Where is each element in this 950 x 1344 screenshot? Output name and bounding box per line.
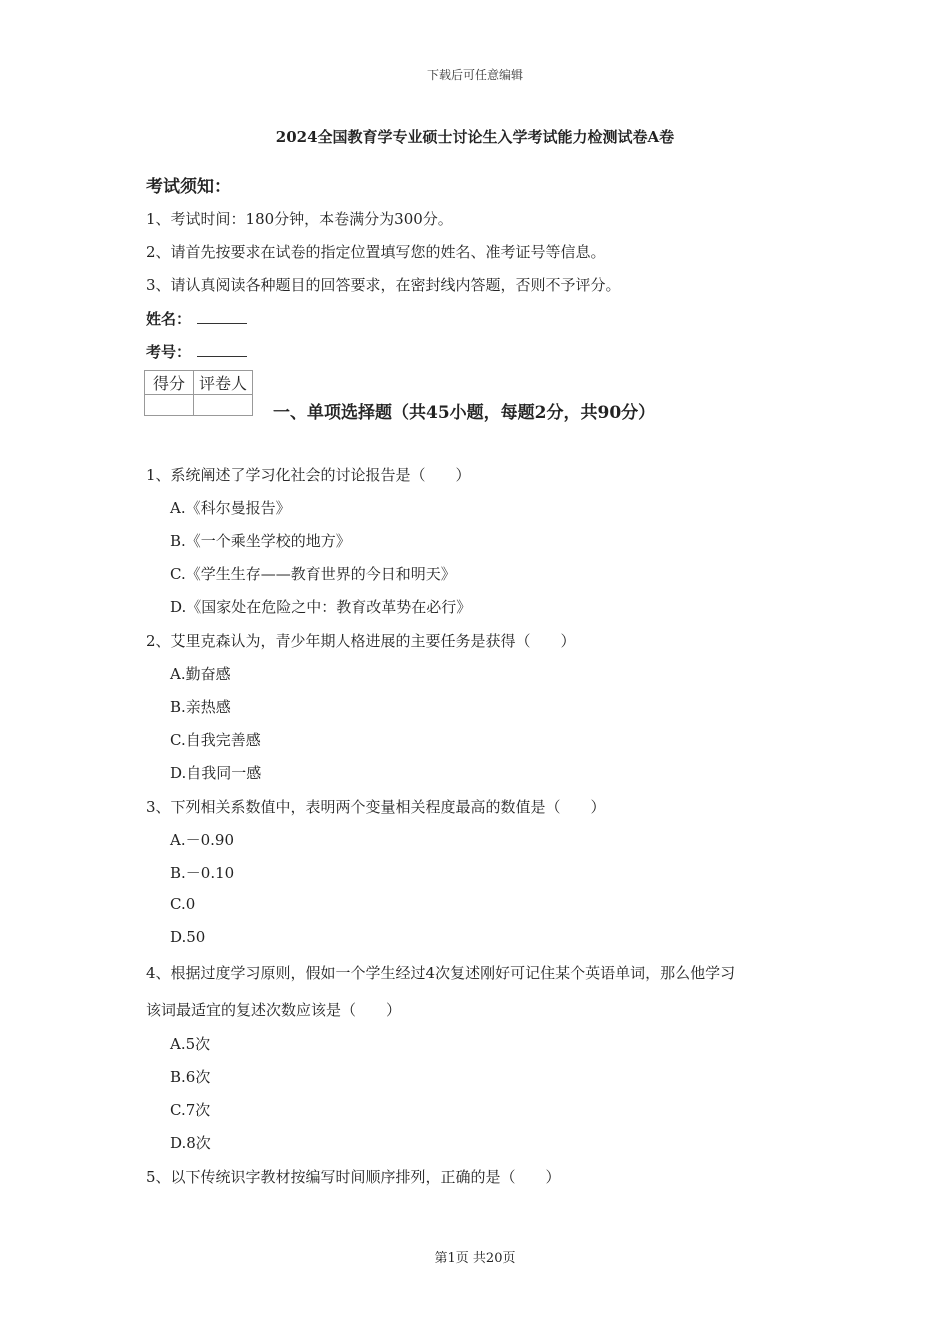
question-5: 5、以下传统识字教材按编写时间顺序排列，正确的是（ ） <box>146 1168 561 1186</box>
question-2: 2、艾里克森认为，青少年期人格进展的主要任务是获得（ ） <box>146 632 576 650</box>
score-table <box>144 370 253 416</box>
id-blank[interactable] <box>197 342 247 357</box>
q3-option-a: A.－0.90 <box>170 831 234 849</box>
q3-option-d: D.50 <box>170 928 206 946</box>
q4-option-a: A.5次 <box>170 1035 211 1053</box>
q1-option-b: B.《一个乘坐学校的地方》 <box>170 532 351 550</box>
q2-option-d: D.自我同一感 <box>170 764 262 782</box>
id-label: 考号： <box>146 343 192 361</box>
page-footer: 第1页 共20页 <box>434 1251 516 1266</box>
question-4-line-2: 该词最适宜的复述次数应该是（ ） <box>146 1001 402 1019</box>
question-1: 1、系统阐述了学习化社会的讨论报告是（ ） <box>146 466 471 484</box>
grader-header: 评卷人 <box>194 371 253 395</box>
grader-cell[interactable] <box>194 395 253 416</box>
q2-option-c: C.自我完善感 <box>170 731 261 749</box>
score-header: 得分 <box>145 371 194 395</box>
instruction-item-3: 3、请认真阅读各种题目的回答要求，在密封线内答题，否则不予评分。 <box>146 276 621 294</box>
q1-option-d: D.《国家处在危险之中：教育改革势在必行》 <box>170 598 472 616</box>
question-4-line-1: 4、根据过度学习原则，假如一个学生经过4次复述刚好可记住某个英语单词，那么他学习 <box>146 964 736 982</box>
score-cell[interactable] <box>145 395 194 416</box>
name-label: 姓名： <box>146 310 192 328</box>
section-title: 一、单项选择题（共45小题，每题2分，共90分） <box>273 403 656 423</box>
name-field-row <box>146 308 247 329</box>
id-field-row <box>146 341 247 362</box>
q1-option-c: C.《学生生存——教育世界的今日和明天》 <box>170 565 456 583</box>
q4-option-d: D.8次 <box>170 1134 211 1152</box>
question-3: 3、下列相关系数值中，表明两个变量相关程度最高的数值是（ ） <box>146 798 606 816</box>
instruction-item-2: 2、请首先按要求在试卷的指定位置填写您的姓名、准考证号等信息。 <box>146 243 606 261</box>
q3-option-c: C.0 <box>170 895 196 913</box>
name-blank[interactable] <box>197 309 247 324</box>
q3-option-b: B.－0.10 <box>170 864 235 882</box>
q2-option-a: A.勤奋感 <box>170 665 231 683</box>
instructions-heading: 考试须知： <box>146 177 231 197</box>
q4-option-c: C.7次 <box>170 1101 211 1119</box>
q1-option-a: A.《科尔曼报告》 <box>170 499 291 517</box>
q4-option-b: B.6次 <box>170 1068 211 1086</box>
q2-option-b: B.亲热感 <box>170 698 231 716</box>
document-title: 2024全国教育学专业硕士讨论生入学考试能力检测试卷A卷 <box>275 128 675 146</box>
header-note: 下载后可任意编辑 <box>426 68 523 82</box>
instruction-item-1: 1、考试时间：180分钟，本卷满分为300分。 <box>146 210 453 228</box>
